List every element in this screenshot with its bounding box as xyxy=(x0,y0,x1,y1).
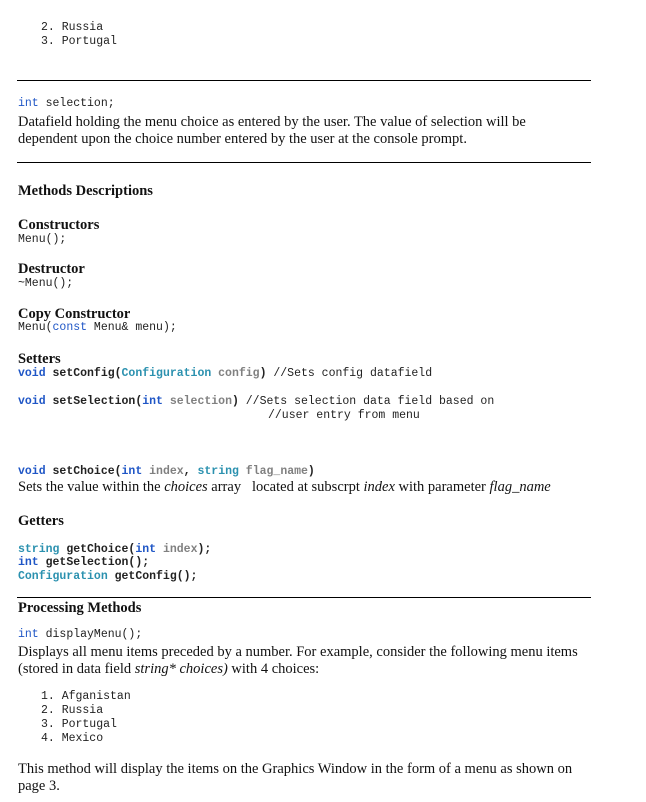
code-comment: //Sets config datafield xyxy=(266,367,433,380)
code-text: ) xyxy=(259,367,267,380)
text: flag_name xyxy=(489,479,551,495)
method-name: setConfig( xyxy=(45,367,122,380)
method-name: setSelection( xyxy=(45,395,143,408)
code-text: ) xyxy=(231,395,239,408)
destructor-code: ~Menu(); xyxy=(18,277,74,290)
heading-constructors: Constructors xyxy=(18,217,100,233)
type-name: int xyxy=(142,395,163,408)
param-name: selection xyxy=(162,395,232,408)
method-name: getSelection(); xyxy=(38,556,150,569)
code-text: , xyxy=(183,465,198,478)
keyword: const xyxy=(52,321,88,334)
type-name: int xyxy=(18,556,39,569)
param-name: config xyxy=(211,367,260,380)
keyword: int xyxy=(18,628,39,641)
method-name: getConfig(); xyxy=(107,570,198,583)
param-name: index xyxy=(156,543,198,556)
text: with parameter xyxy=(394,479,490,495)
heading-getters: Getters xyxy=(18,513,64,529)
method-name: getChoice( xyxy=(59,543,136,556)
param-name: index xyxy=(142,465,184,478)
set-choice-description xyxy=(18,479,608,496)
keyword: void xyxy=(18,465,46,478)
get-choice-code xyxy=(18,543,211,557)
divider xyxy=(17,597,591,598)
type-name: Configuration xyxy=(18,570,108,583)
code-comment: //Sets selection data field based on xyxy=(238,395,495,408)
code-text: selection; xyxy=(38,97,115,110)
text: string* choices) xyxy=(134,661,228,677)
list-item: 1. Afganistan xyxy=(41,690,131,703)
type-name: Configuration xyxy=(121,367,212,380)
heading-setters: Setters xyxy=(18,351,61,367)
constructor-code: Menu(); xyxy=(18,233,67,246)
text: array located at subscrpt xyxy=(207,479,364,495)
type-name: string xyxy=(197,465,239,478)
get-selection-code xyxy=(18,556,149,570)
type-name: int xyxy=(135,543,157,556)
get-config-code xyxy=(18,570,197,584)
divider xyxy=(17,80,591,81)
copy-constructor-code xyxy=(18,321,177,335)
keyword: void xyxy=(18,367,46,380)
code-text: Menu& menu); xyxy=(87,321,177,334)
list-item: 2. Russia xyxy=(41,21,104,34)
list-item: 4. Mexico xyxy=(41,732,104,745)
display-menu-declaration xyxy=(18,628,142,642)
selection-declaration xyxy=(18,97,115,111)
text: Sets the value within the xyxy=(18,479,165,495)
keyword: void xyxy=(18,395,46,408)
text: index xyxy=(363,479,395,495)
code-comment: //user entry from menu xyxy=(268,409,420,422)
display-menu-description xyxy=(18,644,598,678)
keyword: int xyxy=(18,97,39,110)
param-name: flag_name xyxy=(238,465,308,478)
closing-paragraph: This method will display the items on the Graphics Window in the form of a menu as shown on page 3. xyxy=(18,761,573,794)
selection-description: Datafield holding the menu choice as entered by the user. The value of selection will be dependent upon the choice number entered by the user at the console prompt. xyxy=(18,114,526,147)
text: choices xyxy=(164,479,208,495)
divider xyxy=(17,162,591,163)
text: Displays all menu items preceded by a number. For example, consider the following menu items (stored in data field xyxy=(18,644,578,677)
list-item: 3. Portugal xyxy=(41,718,117,731)
method-name: setChoice( xyxy=(45,465,122,478)
heading-destructor: Destructor xyxy=(18,261,85,277)
set-selection-code xyxy=(18,395,494,409)
type-name: int xyxy=(121,465,143,478)
text: with 4 choices: xyxy=(227,661,320,677)
list-item: 2. Russia xyxy=(41,704,104,717)
heading-copy-constructor: Copy Constructor xyxy=(18,306,131,322)
set-choice-code xyxy=(18,465,315,479)
code-text: Menu( xyxy=(18,321,53,334)
set-config-code xyxy=(18,367,432,381)
code-text: ) xyxy=(307,465,315,478)
heading-processing-methods: Processing Methods xyxy=(18,600,142,616)
list-item: 3. Portugal xyxy=(41,35,117,48)
section-heading-methods: Methods Descriptions xyxy=(18,183,153,199)
code-text: ); xyxy=(197,543,212,556)
type-name: string xyxy=(18,543,60,556)
code-text: displayMenu(); xyxy=(38,628,143,641)
